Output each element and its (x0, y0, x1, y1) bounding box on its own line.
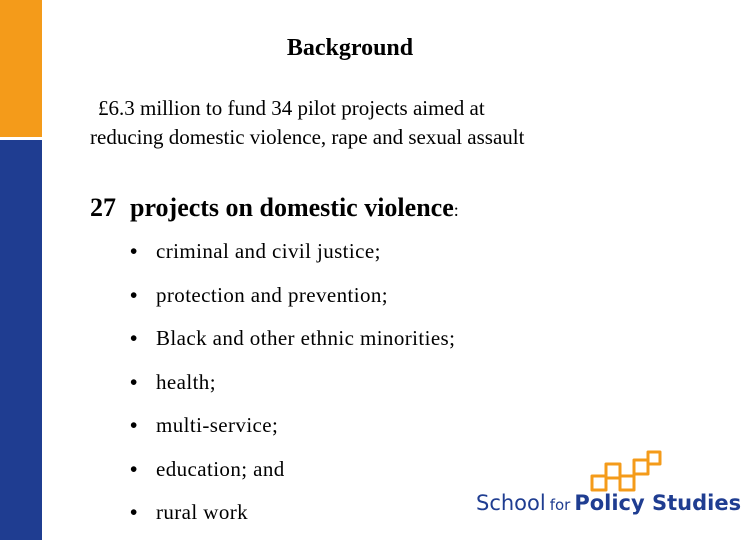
logo-word-for: for (549, 496, 571, 514)
list-item (130, 455, 455, 499)
list-item-text: education; and (156, 456, 285, 481)
logo-word-policy: Policy Studies (574, 491, 741, 515)
bullet-icon: • (130, 239, 138, 263)
list-item (130, 411, 455, 455)
sidebar-orange-block (0, 0, 42, 137)
intro-line-1: £6.3 million to fund 34 pilot projects aimed at (98, 96, 485, 120)
intro-line-2: reducing domestic violence, rape and sexual assault (90, 125, 525, 149)
list-item (130, 281, 455, 325)
list-item-text: multi-service; (156, 413, 279, 437)
slide-title: Background (286, 35, 414, 61)
section-heading (90, 192, 459, 226)
interlocking-squares-icon (590, 450, 662, 494)
heading-number: 27 (90, 193, 116, 222)
list-item-text: rural work (156, 500, 249, 524)
intro-paragraph (90, 94, 650, 152)
list-item-text: protection and prevention; (156, 282, 388, 307)
list-item (130, 237, 455, 281)
list-item-text: criminal and civil justice; (156, 239, 381, 263)
heading-colon: : (453, 200, 459, 220)
list-item (130, 498, 455, 542)
bullet-icon: • (130, 456, 138, 481)
bullet-icon: • (130, 326, 138, 350)
school-logo (470, 450, 741, 530)
list-item-text: Black and other ethnic minorities; (156, 326, 456, 350)
logo-wordmark (476, 490, 741, 518)
logo-word-school: School (476, 491, 546, 515)
sidebar-blue-block (0, 140, 42, 540)
list-item (130, 368, 455, 412)
heading-text: projects on domestic violence (130, 193, 454, 222)
bullet-icon: • (130, 369, 138, 394)
list-item (130, 324, 455, 368)
bullet-list (130, 237, 455, 542)
list-item-text: health; (156, 369, 216, 394)
bullet-icon: • (130, 500, 138, 524)
bullet-icon: • (130, 413, 138, 437)
bullet-icon: • (130, 282, 138, 307)
sidebar-accent (0, 0, 42, 540)
